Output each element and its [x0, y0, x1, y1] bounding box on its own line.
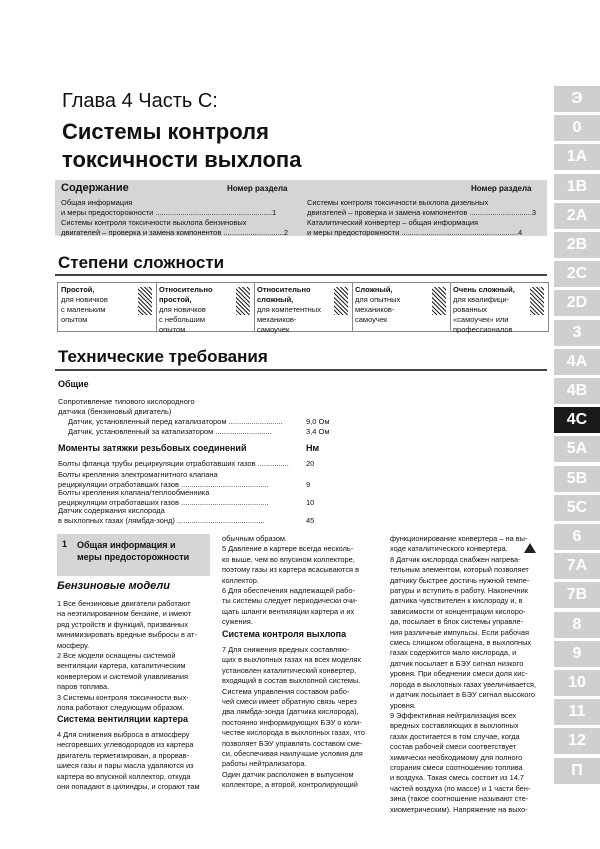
section-number: 1 — [62, 539, 68, 549]
difficulty-text: для новичков — [159, 305, 206, 314]
difficulty-level — [254, 283, 352, 334]
spanner-icon — [236, 287, 250, 315]
difficulty-text: с маленьким — [61, 305, 106, 314]
difficulty-text: Простой, — [61, 285, 95, 294]
chapter-tab[interactable]: 7А — [554, 553, 600, 579]
text-line: сужения. — [222, 617, 253, 627]
text-line: датчик посылает в БЭУ сигнал низкого — [390, 658, 524, 668]
text-line: ния различные импульсы. Если рабочая — [390, 627, 529, 637]
chapter-tab[interactable]: 4В — [554, 378, 600, 404]
text-line: Один датчик расположен в выпускном — [222, 769, 354, 779]
chapter-tab[interactable]: 8 — [554, 612, 600, 638]
chapter-tab[interactable]: 3 — [554, 320, 600, 346]
section-title-line: Общая информация и — [77, 540, 176, 550]
paragraph — [390, 711, 548, 815]
spec-text: в выхлопных газах (лямбда-зонд) .......................................... — [58, 516, 265, 525]
text-line: работы нейтрализатора. — [222, 759, 307, 769]
text-line: функционирование конвертера – на вы- — [390, 534, 528, 543]
text-line: и датчик посылает в БЭУ сигнал высокого — [390, 690, 536, 700]
spec-label — [58, 488, 269, 508]
spec-text: Болты крепления клапана/теплообменника — [58, 488, 210, 497]
difficulty-table — [57, 282, 549, 332]
chapter-tab[interactable]: 1А — [554, 144, 600, 170]
spec-label: Датчик, установленный перед катализатором .......................... — [68, 417, 283, 426]
chapter-tab[interactable]: 2В — [554, 232, 600, 258]
text-line: обычным образом. — [222, 534, 288, 543]
text-line: на неэтилированном бензине, и имеют — [57, 609, 192, 619]
text-line: два лямбда-зонда (датчика кислорода), — [222, 707, 359, 717]
contents-box — [55, 180, 547, 236]
text-line: двигатель герметизирован, а прорвав- — [57, 750, 190, 760]
text-line: чей смеси имеет обратную связь через — [222, 697, 357, 707]
spanner-icon — [432, 287, 446, 315]
text-line: Система управления составом рабо- — [222, 686, 350, 696]
text-line: поэтому газы из картера всасываются в — [222, 565, 360, 575]
text-line: вентиляции картера, каталитическим — [57, 661, 186, 671]
spec-value: 10 — [306, 498, 315, 507]
paragraph — [222, 544, 382, 586]
chapter-tab[interactable]: 0 — [554, 115, 600, 141]
text-line: ратуры и вступить в работу. Наконечник — [390, 586, 528, 596]
text-line: мосферу. — [57, 640, 90, 650]
text-line: датчика чувствителен к кислороду и, в — [390, 596, 523, 606]
text-line: 2 Все модели оснащены системой — [57, 651, 176, 661]
difficulty-text: опытом — [61, 315, 88, 324]
spec-text: Датчик содержания кислорода — [58, 506, 165, 515]
difficulty-text: самоучек — [355, 315, 388, 324]
text-line: да, посылает в блок системы управле- — [390, 617, 523, 627]
difficulty-text: простой, — [159, 295, 192, 304]
divider — [55, 369, 547, 371]
difficulty-text: самоучек — [257, 325, 290, 334]
petrol-heading: Бензиновые модели — [57, 580, 170, 592]
text-line: газах содержится мало кислорода, и — [390, 648, 517, 658]
torque-label: Моменты затяжки резьбовых соединений — [58, 443, 247, 453]
column-2 — [222, 534, 382, 628]
spanner-icon — [334, 287, 348, 315]
contents-line[interactable]: Системы контроля токсичности выхлопа бензиновых — [61, 218, 247, 227]
text-line: вредных составляющих в выхлопных — [390, 721, 519, 731]
chapter-tab[interactable]: 1В — [554, 174, 600, 200]
text-line: смесь слишком обогащена, в выхлопных — [390, 638, 532, 648]
text-line: 8 Датчик кислорода снабжен нагрева- — [390, 554, 521, 564]
text-line: хиометрическим). Напряжение на выхо- — [390, 804, 528, 814]
difficulty-text: для квалифици- — [453, 295, 510, 304]
page-title — [62, 118, 301, 174]
text-line: ходе каталитического конвертера. — [390, 544, 508, 554]
difficulty-text: рованных — [453, 305, 487, 314]
spec-label: Датчик, установленный за катализатором ........................... — [68, 427, 272, 436]
contents-right — [307, 198, 536, 238]
chapter-heading: Глава 4 Часть С: — [62, 90, 218, 112]
chapter-tab[interactable]: Э — [554, 86, 600, 112]
text-line: 5 Давление в картере всегда несколь- — [222, 544, 354, 554]
contents-line[interactable]: двигателей – проверка и замена компонентов ..............................3 — [307, 208, 537, 217]
text-line: датчику быстрее достичь нужной темпе- — [390, 575, 530, 585]
section-1-header — [57, 534, 210, 576]
spanner-icon — [138, 287, 152, 315]
section-title-line: меры предосторожности — [77, 552, 190, 562]
text-line: коллекторе, а второй, контролирующий — [222, 780, 358, 790]
spanner-icon — [530, 287, 544, 315]
chapter-tab[interactable]: 4А — [554, 349, 600, 375]
text-line: 1 Все бензиновые двигатели работают — [57, 599, 191, 608]
chapter-tab[interactable]: 11 — [554, 699, 600, 725]
difficulty-text: Очень сложный, — [453, 285, 515, 294]
spec-value: 3,4 Ом — [306, 427, 330, 436]
paragraph — [222, 586, 382, 628]
column-1-cont — [57, 730, 215, 792]
paragraph — [57, 693, 215, 714]
text-line: и воздуха. Такая смесь состоит из 14.7 — [390, 773, 524, 783]
contents-line[interactable]: и меры предосторожности ........................................................4 — [307, 228, 523, 237]
chapter-tab[interactable]: 9 — [554, 641, 600, 667]
contents-line[interactable]: двигателей – проверка и замена компонентов .............................2 — [61, 228, 288, 237]
difficulty-text: профессионалов — [453, 325, 513, 334]
text-line: си, обеспечивая наилучшие условия для — [222, 749, 363, 759]
difficulty-text: опытом — [159, 325, 186, 334]
text-line: газах достигается в том случае, когда — [390, 731, 520, 741]
difficulty-text: механиков- — [257, 315, 297, 324]
chapter-tab[interactable]: 5В — [554, 466, 600, 492]
general-label: Общие — [58, 379, 89, 389]
text-line: постоянно информирующих БЭУ о коли- — [222, 717, 362, 727]
contents-line[interactable]: Каталитический конвертер – общая информация — [307, 218, 479, 227]
title-line-1: Системы контроля — [62, 119, 269, 144]
text-line: конвертером и системой улавливания — [57, 671, 188, 681]
difficulty-level — [450, 283, 548, 334]
exhaust-heading: Система контроля выхлопа — [222, 629, 347, 639]
contents-heading: Содержание — [61, 182, 129, 194]
difficulty-level — [58, 283, 156, 331]
spec-text: Болты крепления электромагнитного клапана — [58, 470, 218, 479]
chapter-tab[interactable]: 2С — [554, 261, 600, 287]
text-line: паров топлива. — [57, 682, 110, 692]
text-line: тельным элементом, который позволяет — [390, 565, 529, 575]
spec-label — [58, 506, 265, 526]
contents-col-label-right: Номер раздела — [471, 184, 532, 193]
difficulty-text: для опытных — [355, 295, 401, 304]
chapter-tab[interactable]: 10 — [554, 670, 600, 696]
spec-text: рециркуляции отработавших газов .......................................... — [58, 498, 269, 507]
contents-left — [61, 198, 288, 238]
text-line: щих в выхлопных газах на всех моделях — [222, 655, 362, 665]
chapter-tab[interactable]: 6 — [554, 524, 600, 550]
paragraph — [57, 599, 215, 651]
text-line: 7 Для снижения вредных составляю- — [222, 645, 350, 654]
contents-line[interactable]: Системы контроля токсичности выхлопа дизельных — [307, 198, 489, 207]
text-line: 9 Эффективная нейтрализация всех — [390, 710, 517, 720]
difficulty-text: сложный, — [257, 295, 294, 304]
text-line: честве кислорода в выхлопных газах, что — [222, 728, 365, 738]
chapter-tab[interactable]: 2D — [554, 290, 600, 316]
text-line: ты системы следует периодически очи- — [222, 596, 358, 606]
paragraph — [222, 534, 382, 544]
text-line: состав рабочей смеси соответствует — [390, 742, 517, 752]
contents-col-label-left: Номер раздела — [227, 184, 288, 193]
text-line: уровня. При обеднении смеси доля кис- — [390, 669, 528, 679]
text-line: лопа работают следующим образом. — [57, 703, 185, 713]
paragraph — [57, 730, 215, 792]
text-line: щать шланги вентиляции картера и их — [222, 606, 355, 616]
spec-row — [58, 397, 195, 417]
text-line: ко выше, чем во впускном коллекторе, — [222, 554, 355, 564]
text-line: позволяет БЭУ управлять составом сме- — [222, 738, 363, 748]
spec-value: 45 — [306, 516, 315, 525]
spec-value: 9 — [306, 480, 311, 489]
chapter-tab[interactable]: 5С — [554, 495, 600, 521]
difficulty-heading: Степени сложности — [58, 253, 225, 272]
text-line: 6 Для обеспечения надлежащей рабо- — [222, 586, 355, 596]
difficulty-text: Относительно — [257, 285, 311, 294]
text-line: входящий в состав выхлопной системы. — [222, 676, 361, 686]
difficulty-text: «самоучек» или — [453, 315, 509, 324]
column-2-cont — [222, 645, 382, 791]
torque-unit: Нм — [306, 443, 320, 453]
text-line: установлен каталитический конвертер, — [222, 665, 357, 675]
difficulty-text: для новичков — [61, 295, 108, 304]
difficulty-text: для компетентных — [257, 305, 321, 314]
spec-value: 20 — [306, 459, 315, 468]
difficulty-level — [156, 283, 254, 334]
text-line: минимизировать вредные выбросы в ат- — [57, 630, 197, 640]
spec-label: Болты фланца трубы рециркуляции отработавших газов ............... — [58, 459, 289, 468]
text-line: частей воздуха (по массе) и 1 части бен- — [390, 783, 531, 793]
difficulty-level — [352, 283, 450, 331]
text-line: сгорания смеси соотношению топлива — [390, 762, 523, 772]
difficulty-text: с небольшим — [159, 315, 206, 324]
chapter-tab[interactable]: П — [554, 758, 600, 784]
paragraph — [57, 651, 215, 693]
crankcase-heading: Система вентиляции картера — [57, 714, 189, 724]
text-line: они попадают в цилиндры, и сгорают там — [57, 782, 200, 792]
text-line: шиеся газы и пары масла удаляются из — [57, 761, 194, 771]
difficulty-text: механиков- — [355, 305, 395, 314]
text-line: зина (такое соотношение называют сте- — [390, 794, 529, 804]
text-line: несгоревших углеводородов из картера — [57, 740, 194, 750]
title-line-2: токсичности выхлопа — [62, 147, 302, 172]
text-line: химически необходимому для полного — [390, 752, 523, 762]
column-3 — [390, 534, 548, 815]
spec-value: 9,0 Ом — [306, 417, 330, 426]
text-line: коллектор. — [222, 575, 259, 585]
text-line: зависимости от концентрации кислоро- — [390, 606, 526, 616]
paragraph — [390, 555, 548, 711]
warning-icon — [524, 543, 536, 553]
chapter-tab[interactable]: 2А — [554, 203, 600, 229]
difficulty-text: Относительно — [159, 285, 213, 294]
contents-line[interactable]: Общая информация — [61, 198, 133, 207]
spec-text: рециркуляции отработавших газов .......................................... — [58, 480, 269, 489]
spec-text: Сопротивление типового кислородного — [58, 397, 195, 406]
text-line: картера во впускной коллектор, откуда — [57, 771, 191, 781]
tech-heading: Технические требования — [58, 347, 268, 366]
difficulty-text: Сложный, — [355, 285, 393, 294]
divider — [55, 274, 547, 276]
spec-text: датчика (бензиновый двигатель) — [58, 407, 172, 416]
section-title — [77, 539, 189, 563]
text-line: 4 Для снижения выброса в атмосферу — [57, 730, 190, 739]
spec-label — [58, 470, 269, 490]
column-1 — [57, 599, 215, 713]
text-line: ряд устройств и функций, призванных — [57, 619, 189, 629]
chapter-tab[interactable]: 4С — [554, 407, 600, 433]
paragraph — [222, 645, 382, 791]
text-line: уровня. — [390, 700, 416, 710]
chapter-tab[interactable]: 12 — [554, 728, 600, 754]
text-line: 3 Системы контроля токсичности вых- — [57, 692, 189, 702]
text-line: лорода в выхлопных газах увеличивается, — [390, 679, 537, 689]
chapter-tab[interactable]: 7В — [554, 582, 600, 608]
chapter-tab[interactable]: 5А — [554, 436, 600, 462]
contents-line[interactable]: и меры предосторожности ........................................................1 — [61, 208, 277, 217]
